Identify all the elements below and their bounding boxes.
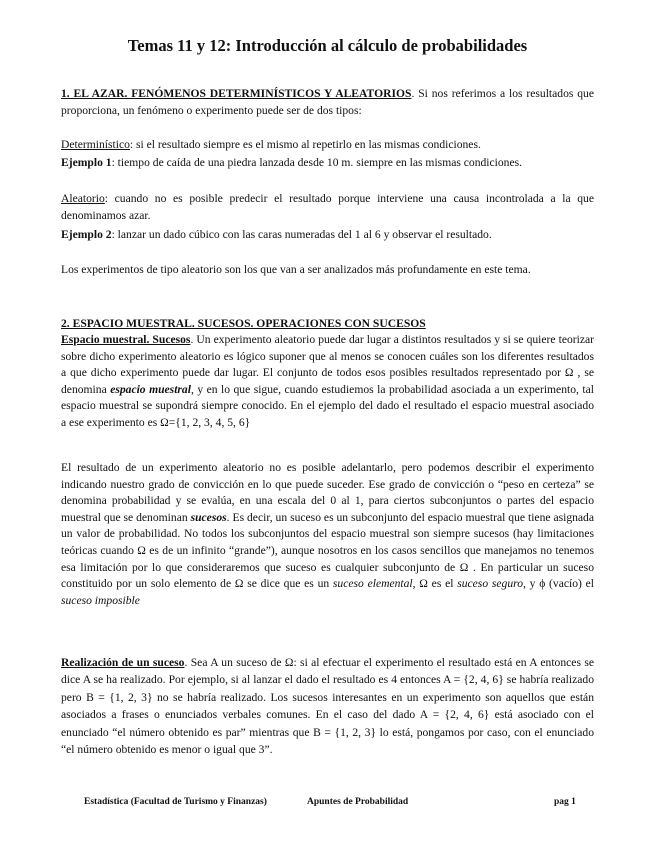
- section2-heading: 2. ESPACIO MUESTRAL. SUCESOS. OPERACIONES CON SUCESOS: [61, 317, 426, 330]
- example-1: Ejemplo 1: tiempo de caída de una piedra lanzada desde 10 m. siempre en las mismas condiciones.: [61, 156, 523, 169]
- events-paragraph: El resultado de un experimento aleatorio no es posible adelantarlo, pero podemos describir el experimento indicando nuestro grado de convicción en lo que puede suceder. Ese grado de convicción o “peso en certeza” se denomina probabilidad y se evalúa, en una escala del 0 al 1, para ciertos subconjuntos o partes del espacio muestral que se denominan sucesos. Es decir, un suceso es un subconjunto del espacio muestral que tiene asignada un valor de probabilidad. No todos los subconjuntos del espacio muestral son siempre sucesos (hay limitaciones teóricas cuando Ω es de un infinito “grande”), aunque nosotros en los casos sencillos que manejamos no tenemos esa limitación por lo que consideraremos que suceso es cualquier subconjunto de Ω . En particular un suceso constituido por un solo elemento de Ω se dice que es un suceso elemental, Ω es el suceso seguro, y ϕ (vacío) el suceso imposible: [61, 461, 595, 607]
- random-definition: Aleatorio: cuando no es posible predecir el resultado porque interviene una causa incontrolada a la que denominamos azar.: [61, 192, 594, 222]
- section1-intro: 1. EL AZAR. FENÓMENOS DETERMINÍSTICOS Y ALEATORIOS. Si nos referimos a los resultados que proporciona, un fenómeno o experimento puede ser de dos tipos:: [61, 87, 595, 117]
- section1-heading: 1. EL AZAR. FENÓMENOS DETERMINÍSTICOS Y ALEATORIOS: [61, 87, 412, 100]
- page-title: Temas 11 y 12: Introducción al cálculo de probabilidades: [127, 36, 528, 55]
- footer-page-number: pag 1: [554, 797, 576, 807]
- realization-paragraph: Realización de un suceso. Sea A un suceso de Ω: si al efectuar el experimento el resultado está en A entonces se dice A se ha realizado. Por ejemplo, si al lanzar el dado el resultado es 4 entonces A = {2, 4, 6} se habría realizado pero B = {1, 2, 3} no se habría realizado. Los sucesos interesantes en un experimento son aquellos que están asociados a frases o enunciados verbales comunes. En el caso del dado A = {2, 4, 6} está asociado con el enunciado “el número obtenido es par” mientras que B = {1, 2, 3} lo está, pongamos por caso, con el enunciado “el número obtenido es menor o igual que 3”.: [61, 656, 594, 757]
- footer-center: Apuntes de Probabilidad: [307, 797, 409, 807]
- example-2: Ejemplo 2: lanzar un dado cúbico con las caras numeradas del 1 al 6 y observar el resultado.: [61, 228, 492, 241]
- section1-closing: Los experimentos de tipo aleatorio son los que van a ser analizados más profundamente en este tema.: [61, 263, 531, 276]
- sample-space-paragraph: Espacio muestral. Sucesos. Un experimento aleatorio puede dar lugar a distintos resultados y si se quiere teorizar sobre dicho experimento aleatorio es lógico suponer que al menos se conocen cuáles son los diferentes resultados a que dicho experimento puede dar lugar. El conjunto de todos esos posibles resultados representado por Ω , se denomina espacio muestral, y en lo que sigue, cuando estudiemos la probabilidad asociada a un experimento, tal espacio muestral se supondrá siempre conocido. En el ejemplo del dado el resultado el espacio muestral asociado a ese experimento es Ω={1, 2, 3, 4, 5, 6}: [61, 333, 594, 429]
- deterministic-definition: Determinístico: si el resultado siempre es el mismo al repetirlo en las mismas condiciones.: [61, 138, 481, 151]
- footer-left: Estadística (Facultad de Turismo y Finanzas): [84, 797, 267, 807]
